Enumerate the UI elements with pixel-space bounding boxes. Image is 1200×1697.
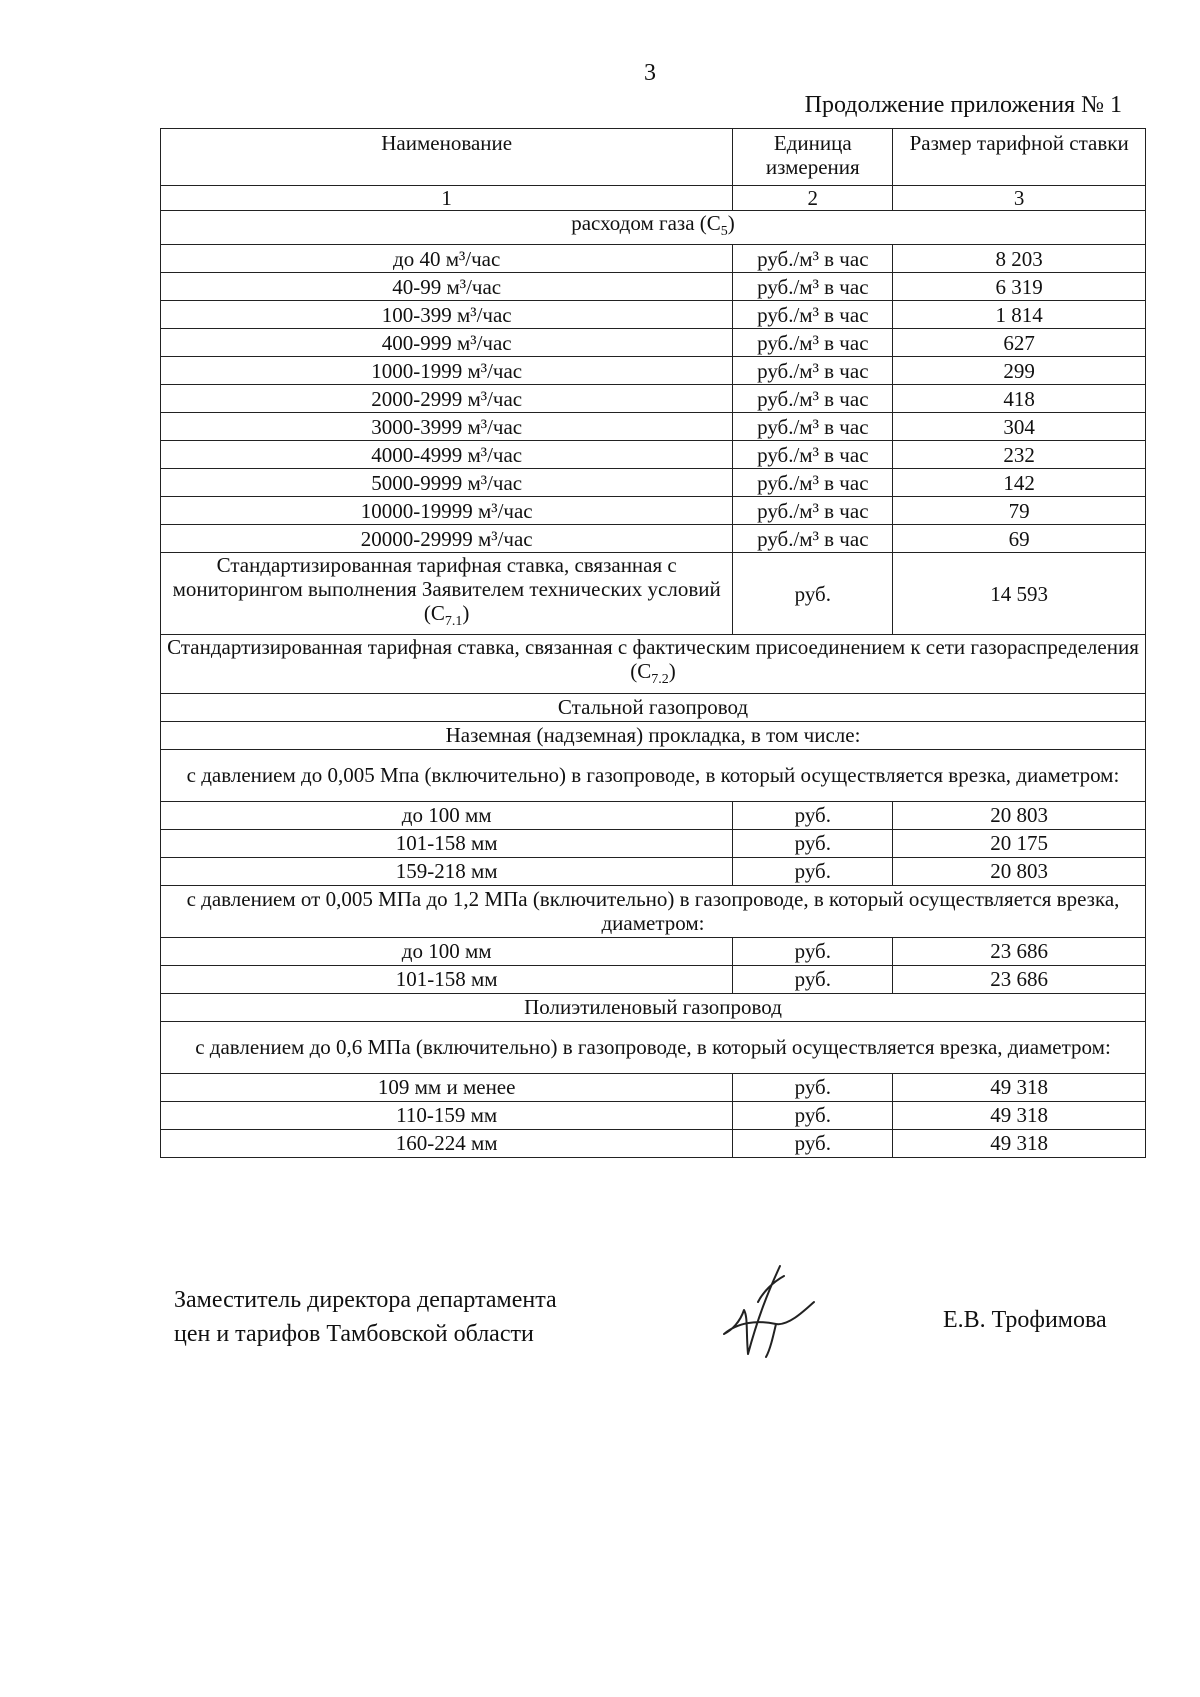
table-row: [161, 441, 1146, 469]
section-title: Полиэтиленовый газопровод: [161, 993, 1146, 1021]
cell-unit: руб./м³ в час: [733, 497, 893, 525]
cell-unit: руб./м³ в час: [733, 301, 893, 329]
section-row-above-ground: [161, 721, 1146, 749]
cell-value: 304: [893, 413, 1146, 441]
cell-unit: руб./м³ в час: [733, 413, 893, 441]
cell-name: 100-399 м³/час: [161, 301, 733, 329]
cell-unit: руб.: [733, 829, 893, 857]
cell-name: до 100 мм: [161, 801, 733, 829]
cell-name: 2000-2999 м³/час: [161, 385, 733, 413]
gas-rows: [161, 245, 1146, 553]
section-row-connection: [161, 635, 1146, 693]
section-row-pe: [161, 993, 1146, 1021]
section-row-gas: [161, 211, 1146, 245]
table-row: [161, 1073, 1146, 1101]
cell-value: 1 814: [893, 301, 1146, 329]
table-row: [161, 329, 1146, 357]
cell-unit: руб./м³ в час: [733, 469, 893, 497]
table-row: [161, 413, 1146, 441]
section-title: Стальной газопровод: [161, 693, 1146, 721]
monitoring-value: 14 593: [893, 553, 1146, 635]
table-row: [161, 469, 1146, 497]
cell-unit: руб.: [733, 801, 893, 829]
signer-position-line: Заместитель директора департамента: [174, 1287, 557, 1313]
cell-unit: руб./м³ в час: [733, 525, 893, 553]
cell-unit: руб.: [733, 937, 893, 965]
section-row-pe-low: [161, 1021, 1146, 1073]
signer-position: [174, 1283, 557, 1351]
column-number: 2: [733, 186, 893, 211]
cell-value: 627: [893, 329, 1146, 357]
section-title: с давлением до 0,005 Мпа (включительно) в газопроводе, в который осуществляется врезка, диаметром:: [161, 749, 1146, 801]
steel-mid-rows: [161, 937, 1146, 993]
table-row: [161, 1129, 1146, 1157]
cell-unit: руб./м³ в час: [733, 385, 893, 413]
table-header-row: [161, 129, 1146, 186]
cell-value: 23 686: [893, 937, 1146, 965]
cell-name: 3000-3999 м³/час: [161, 413, 733, 441]
cell-value: 8 203: [893, 245, 1146, 273]
table-row: [161, 357, 1146, 385]
column-numbers-row: [161, 186, 1146, 211]
cell-unit: руб./м³ в час: [733, 441, 893, 469]
cell-name: 160-224 мм: [161, 1129, 733, 1157]
steel-low-rows: [161, 801, 1146, 885]
table-row: [161, 301, 1146, 329]
cell-value: 49 318: [893, 1073, 1146, 1101]
cell-name: 109 мм и менее: [161, 1073, 733, 1101]
header-rate: Размер тарифной ставки: [893, 129, 1146, 186]
cell-unit: руб./м³ в час: [733, 273, 893, 301]
cell-unit: руб.: [733, 857, 893, 885]
cell-name: 110-159 мм: [161, 1101, 733, 1129]
cell-unit: руб./м³ в час: [733, 245, 893, 273]
monitoring-name: Стандартизированная тарифная ставка, связанная с мониторингом выполнения Заявителем технических условий $(С_{7.1})$: [161, 553, 733, 635]
cell-name: до 40 м³/час: [161, 245, 733, 273]
cell-value: 142: [893, 469, 1146, 497]
table-row: [161, 857, 1146, 885]
table-row: [161, 1101, 1146, 1129]
table-row: [161, 273, 1146, 301]
cell-value: 49 318: [893, 1101, 1146, 1129]
table-row: [161, 801, 1146, 829]
cell-name: 40-99 м³/час: [161, 273, 733, 301]
section-title: Наземная (надземная) прокладка, в том числе:: [161, 721, 1146, 749]
cell-unit: руб.: [733, 1073, 893, 1101]
table-row: [161, 829, 1146, 857]
table-row: [161, 497, 1146, 525]
cell-unit: руб.: [733, 965, 893, 993]
cell-name: 20000-29999 м³/час: [161, 525, 733, 553]
monitoring-row: [161, 553, 1146, 635]
cell-name: 159-218 мм: [161, 857, 733, 885]
page-number: 3: [644, 60, 656, 86]
cell-name: до 100 мм: [161, 937, 733, 965]
section-row-steel-low: [161, 749, 1146, 801]
cell-name: 400-999 м³/час: [161, 329, 733, 357]
column-number: 3: [893, 186, 1146, 211]
cell-value: 49 318: [893, 1129, 1146, 1157]
cell-name: 5000-9999 м³/час: [161, 469, 733, 497]
cell-unit: руб.: [733, 1101, 893, 1129]
table-row: [161, 937, 1146, 965]
cell-value: 69: [893, 525, 1146, 553]
cell-value: 20 175: [893, 829, 1146, 857]
cell-name: 1000-1999 м³/час: [161, 357, 733, 385]
tariff-table: [160, 128, 1146, 1158]
cell-name: 101-158 мм: [161, 829, 733, 857]
table-row: [161, 525, 1146, 553]
handwritten-signature: [718, 1262, 828, 1362]
cell-value: 20 803: [893, 857, 1146, 885]
section-title: с давлением до 0,6 МПа (включительно) в газопроводе, в который осуществляется врезка, диаметром:: [161, 1021, 1146, 1073]
table-row: [161, 245, 1146, 273]
cell-value: 299: [893, 357, 1146, 385]
continuation-heading: Продолжение приложения № 1: [804, 92, 1122, 118]
section-title: расходом газа $(С_5)$: [161, 211, 1146, 245]
pe-rows: [161, 1073, 1146, 1157]
cell-value: 232: [893, 441, 1146, 469]
section-row-steel-mid: [161, 885, 1146, 937]
cell-name: 101-158 мм: [161, 965, 733, 993]
section-title: с давлением от 0,005 МПа до 1,2 МПа (включительно) в газопроводе, в который осуществляется врезка, диаметром:: [161, 885, 1146, 937]
cell-value: 418: [893, 385, 1146, 413]
cell-name: 4000-4999 м³/час: [161, 441, 733, 469]
header-name: Наименование: [161, 129, 733, 186]
monitoring-unit: руб.: [733, 553, 893, 635]
signer-position-line: цен и тарифов Тамбовской области: [174, 1321, 534, 1347]
header-unit: Единица измерения: [733, 129, 893, 186]
table-row: [161, 385, 1146, 413]
section-row-steel: [161, 693, 1146, 721]
cell-unit: руб./м³ в час: [733, 329, 893, 357]
cell-value: 23 686: [893, 965, 1146, 993]
cell-name: 10000-19999 м³/час: [161, 497, 733, 525]
cell-unit: руб./м³ в час: [733, 357, 893, 385]
section-title: Стандартизированная тарифная ставка, связанная с фактическим присоединением к сети газораспределения $(С_{7.2})$: [161, 635, 1146, 693]
cell-value: 6 319: [893, 273, 1146, 301]
cell-value: 79: [893, 497, 1146, 525]
signer-name: Е.В. Трофимова: [943, 1307, 1107, 1333]
table-row: [161, 965, 1146, 993]
column-number: 1: [161, 186, 733, 211]
cell-value: 20 803: [893, 801, 1146, 829]
cell-unit: руб.: [733, 1129, 893, 1157]
